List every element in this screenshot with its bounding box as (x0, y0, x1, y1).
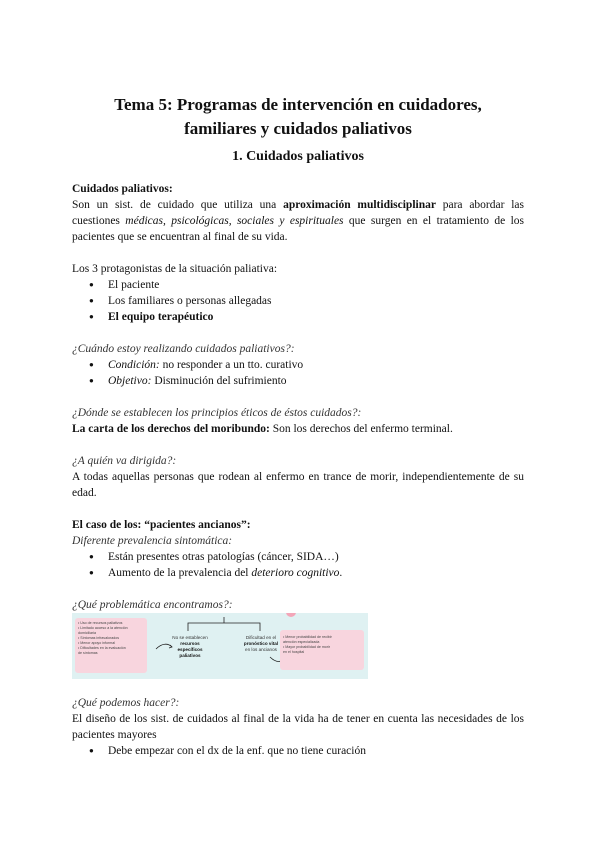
where-answer (72, 421, 524, 437)
mid-node-text: en los ancianos (245, 647, 277, 652)
action-question: ¿Qué podemos hacer?: (72, 697, 180, 709)
document-title (72, 93, 524, 141)
mid-node-text: específicos (177, 647, 203, 652)
right-note-line: • Menor probabilidad de recibir (283, 635, 332, 639)
list-item: ● El equipo terapéutico (72, 309, 524, 325)
list-item: ● Están presentes otras patologías (cáncer, SIDA…) (72, 549, 524, 565)
mid-node-prognosis (236, 635, 286, 653)
definition-text (72, 197, 524, 245)
protagonists-block (72, 261, 524, 325)
right-note-line: atención especializada (283, 640, 320, 644)
list-item (72, 373, 524, 389)
when-question: ¿Cuándo estoy realizando cuidados paliativos?: (72, 343, 295, 355)
problem-block (72, 597, 524, 613)
definition-part-2: para abordar las cuestiones (72, 199, 524, 227)
who-question: ¿A quién va dirigida?: (72, 455, 177, 467)
left-note-line: • Menor apoyo informal (78, 641, 116, 645)
mid-node-text: Dificultad en el (245, 635, 277, 640)
elderly-block (72, 517, 524, 581)
right-note-box (280, 630, 364, 670)
right-note-line: • Mayor probabilidad de morir (283, 645, 330, 649)
where-text: Son los derechos del enfermo terminal. (269, 423, 453, 435)
list-item: ● El paciente (72, 277, 524, 293)
left-note-line: de síntomas (78, 651, 98, 655)
condition-label: Condición: (108, 359, 160, 371)
definition-italic: médicas, psicológicas, sociales y espirituales (125, 215, 344, 227)
left-note-line: • Síntomas infravalorados (78, 636, 120, 640)
where-bold: La carta de los derechos del moribundo: (72, 423, 270, 435)
when-list (72, 357, 524, 389)
definition-part-3: que surgen en el tratamiento de los pacientes que se encuentran al final de su vida. (72, 215, 524, 243)
objective-label: Objetivo: (108, 375, 152, 387)
definition-part-1: Son un sist. de cuidado que utiliza una (72, 199, 284, 211)
left-note-line: • Uso de recursos paliativos (78, 621, 123, 625)
where-block (72, 405, 524, 437)
elderly-item2-italic: deterioro cognitivo (251, 567, 340, 579)
problem-question: ¿Qué problemática encontramos?: (72, 599, 233, 611)
title-line-2: familiares y cuidados paliativos (184, 119, 412, 138)
left-note-line: domiciliaria (78, 631, 96, 635)
list-item (72, 357, 524, 373)
who-text: A todas aquellas personas que rodean al enfermo en trance de morir, independientemente de su edad. (72, 471, 524, 499)
where-question: ¿Dónde se establecen los principios éticos de éstos cuidados?: (72, 407, 362, 419)
elderly-heading: El caso de los: “pacientes ancianos”: (72, 519, 251, 531)
elderly-item2-text: Aumento de la prevalencia del (108, 567, 252, 579)
list-item (72, 565, 524, 581)
protagonists-list (72, 277, 524, 325)
mid-node-resources (168, 635, 212, 659)
elderly-list (72, 549, 524, 581)
definition-bold: aproximación multidisciplinar (283, 199, 436, 211)
who-block (72, 453, 524, 501)
definition-block (72, 181, 524, 245)
elderly-item2-end: . (339, 567, 343, 579)
action-text: El diseño de los sist. de cuidados al final de la vida ha de tener en cuenta las necesidades de los pacientes mayores (72, 713, 524, 741)
left-note-box (75, 618, 147, 673)
objective-text: Disminución del sufrimiento (151, 375, 287, 387)
left-note-line: • Limitado acceso a la atención (78, 626, 128, 630)
list-item: ● Debe empezar con el dx de la enf. que no tiene curación (72, 743, 524, 759)
action-list (72, 743, 524, 759)
list-item: ● Los familiares o personas allegadas (72, 293, 524, 309)
mid-node-text: paliativos (179, 653, 201, 658)
problem-infographic (72, 613, 368, 679)
condition-text: no responder a un tto. curativo (159, 359, 304, 371)
protagonists-intro: Los 3 protagonistas de la situación paliativa: (72, 263, 278, 275)
action-block (72, 695, 524, 759)
left-note-line: • Dificultades en la evaluación (78, 646, 126, 650)
when-block (72, 341, 524, 389)
section-title: 1. Cuidados paliativos (232, 149, 364, 164)
title-line-1: Tema 5: Programas de intervención en cuidadores, (114, 95, 482, 114)
definition-heading: Cuidados paliativos: (72, 183, 173, 195)
mid-node-text: No se establecen (172, 635, 208, 640)
mid-node-text: recursos (180, 641, 200, 646)
elderly-subheading: Diferente prevalencia sintomática: (72, 535, 233, 547)
mid-node-text: pronóstico vital (243, 641, 279, 646)
right-note-line: en el hospital (283, 650, 305, 654)
